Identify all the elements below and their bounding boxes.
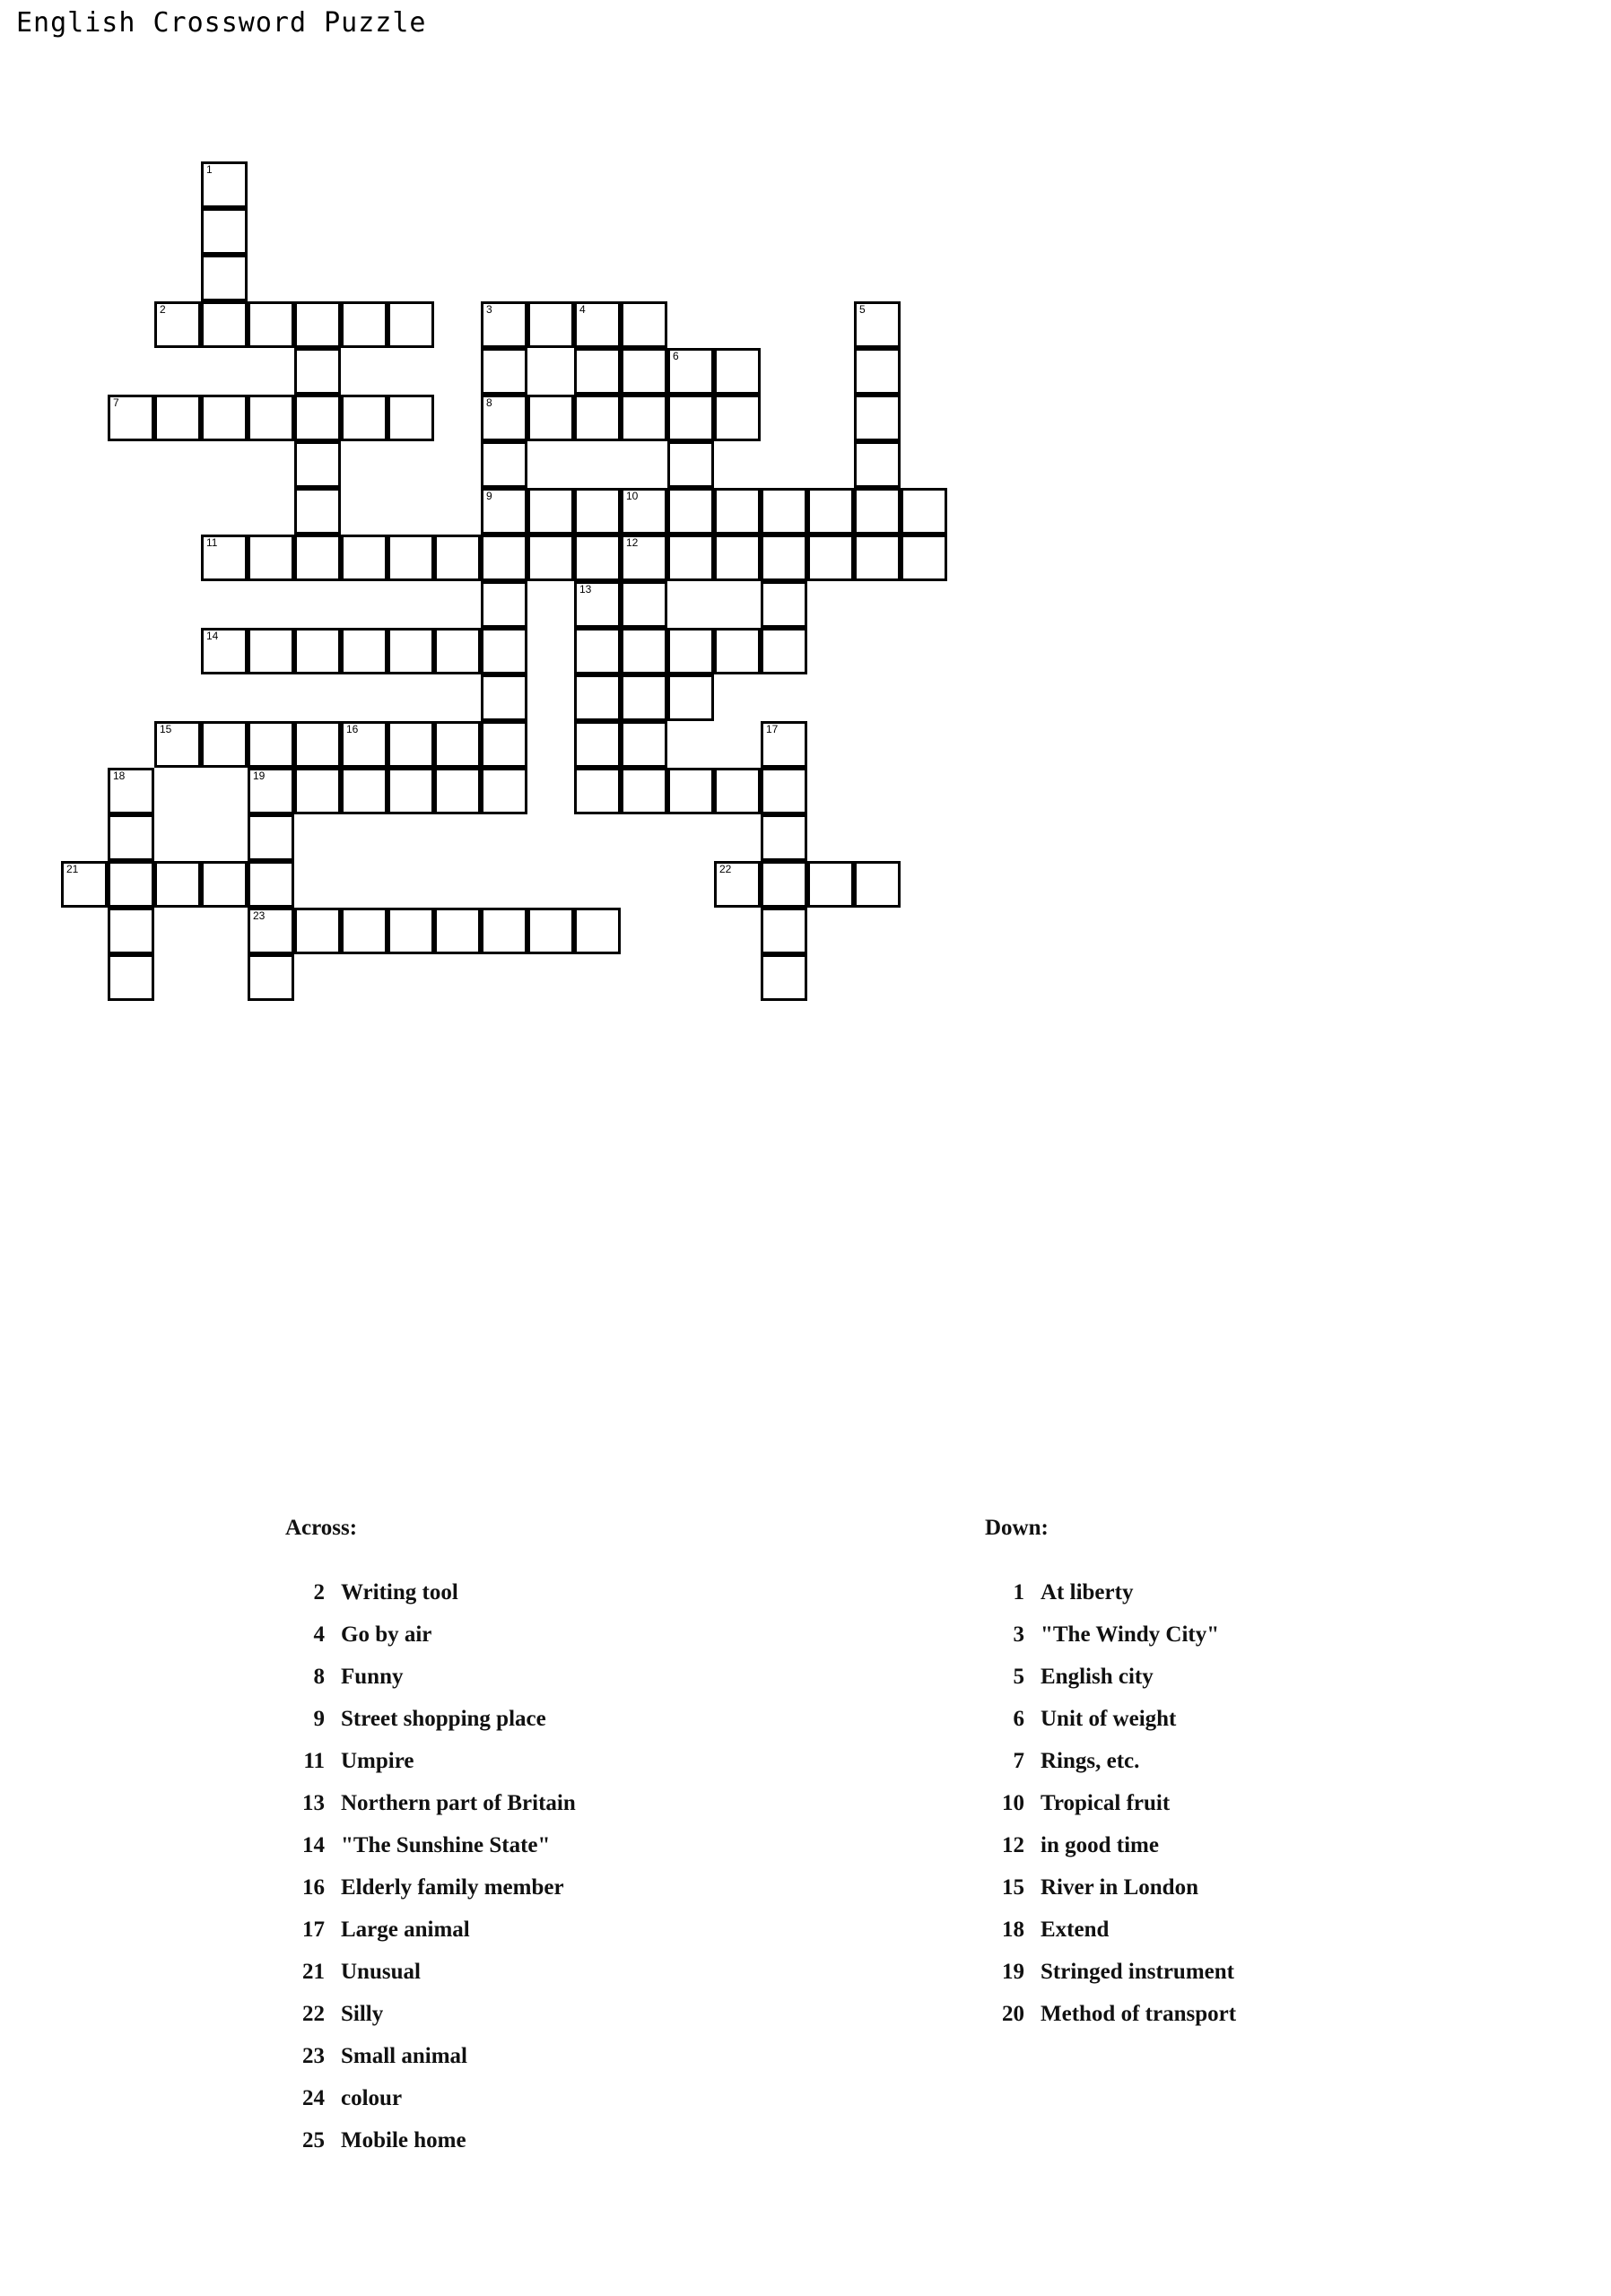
grid-cell[interactable] [201,208,248,255]
grid-cell[interactable] [574,348,621,395]
cell-number: 22 [719,863,732,875]
cell-number: 7 [113,396,119,409]
clue-text: Stringed instrument [1041,1960,1234,1984]
grid-cell[interactable] [341,768,388,814]
grid-cell[interactable] [481,535,527,581]
clue-number: 18 [1002,1918,1024,1942]
grid-cell[interactable] [341,721,388,768]
grid-cell[interactable] [341,628,388,674]
grid-cell[interactable] [621,395,667,441]
clue-number: 4 [313,1622,325,1647]
grid-cell[interactable] [714,628,761,674]
clue-number: 17 [302,1918,325,1942]
grid-cell[interactable] [388,628,434,674]
clue-item [985,1824,1541,1866]
grid-cell[interactable] [248,535,294,581]
grid-cell[interactable] [761,581,807,628]
clue-item [285,1571,841,1613]
clue-number: 1 [1013,1580,1024,1605]
clue-text: Tropical fruit [1041,1791,1171,1815]
grid-cell[interactable] [854,488,901,535]
grid-cell[interactable] [761,954,807,1001]
grid-cell[interactable] [761,908,807,954]
clue-number: 16 [302,1875,325,1900]
grid-cell[interactable] [201,395,248,441]
grid-cell[interactable] [294,535,341,581]
clue-item [985,1698,1541,1740]
clue-number: 8 [313,1665,325,1689]
grid-cell[interactable] [621,581,667,628]
grid-cell[interactable] [854,301,901,348]
grid-cell[interactable] [481,441,527,488]
grid-cell[interactable] [248,908,294,954]
clue-text: Elderly family member [341,1875,564,1900]
clue-number: 5 [1013,1665,1024,1689]
grid-cell[interactable] [621,674,667,721]
grid-cell[interactable] [714,348,761,395]
cell-number: 13 [579,583,592,596]
clue-number: 19 [1002,1960,1024,1984]
clue-item [985,1740,1541,1782]
clue-number: 23 [302,2044,325,2068]
grid-cell[interactable] [201,628,248,674]
clue-item [285,1698,841,1740]
grid-cell[interactable] [294,908,341,954]
grid-cell[interactable] [481,674,527,721]
grid-cell[interactable] [248,395,294,441]
clue-text: Funny [341,1665,404,1689]
grid-cell[interactable] [574,628,621,674]
clue-item [285,1656,841,1698]
grid-cell[interactable] [621,628,667,674]
grid-cell[interactable] [761,628,807,674]
grid-cell[interactable] [248,301,294,348]
grid-cell[interactable] [574,908,621,954]
cell-number: 14 [206,630,219,642]
grid-cell[interactable] [714,535,761,581]
grid-cell[interactable] [388,535,434,581]
cell-number: 8 [486,396,492,409]
clue-number: 11 [303,1749,325,1773]
clue-text: Large animal [341,1918,470,1942]
clue-text: Rings, etc. [1041,1749,1140,1773]
grid-cell[interactable] [807,535,854,581]
clue-number: 21 [302,1960,325,1984]
grid-cell[interactable] [901,488,947,535]
grid-cell[interactable] [854,395,901,441]
grid-cell[interactable] [527,908,574,954]
grid-cell[interactable] [388,395,434,441]
clue-item [985,1782,1541,1824]
grid-cell[interactable] [761,721,807,768]
grid-cell[interactable] [294,301,341,348]
grid-cell[interactable] [248,814,294,861]
clue-number: 7 [1013,1749,1024,1773]
clue-item [985,1613,1541,1656]
clue-item [285,1613,841,1656]
clue-item [985,1866,1541,1909]
clue-text: Method of transport [1041,2002,1237,2026]
clue-item [985,1571,1541,1613]
clue-text: "The Windy City" [1041,1622,1220,1647]
clue-number: 20 [1002,2002,1024,2026]
grid-cell[interactable] [108,395,154,441]
grid-cell[interactable] [621,488,667,535]
clue-text: Silly [341,2002,384,2026]
grid-cell[interactable] [621,535,667,581]
clue-text: colour [341,2086,403,2110]
grid-cell[interactable] [667,628,714,674]
grid-cell[interactable] [248,954,294,1001]
grid-cell[interactable] [108,908,154,954]
grid-cell[interactable] [667,348,714,395]
clue-text: Northern part of Britain [341,1791,576,1815]
grid-cell[interactable] [807,861,854,908]
grid-cell[interactable] [761,488,807,535]
grid-cell[interactable] [434,768,481,814]
grid-cell[interactable] [341,301,388,348]
grid-cell[interactable] [527,535,574,581]
grid-cell[interactable] [621,721,667,768]
grid-cell[interactable] [574,581,621,628]
grid-cell[interactable] [294,348,341,395]
clue-item [285,2035,841,2077]
grid-cell[interactable] [667,395,714,441]
grid-cell[interactable] [154,395,201,441]
clue-text: Writing tool [341,1580,458,1605]
cell-number: 21 [66,863,79,875]
cell-number: 12 [626,536,639,549]
clue-number: 12 [1002,1833,1024,1857]
cell-number: 2 [160,303,166,316]
grid-cell[interactable] [434,721,481,768]
grid-cell[interactable] [108,768,154,814]
clue-text: River in London [1041,1875,1198,1900]
grid-cell[interactable] [761,535,807,581]
across-clue-list [285,1571,841,2161]
grid-cell[interactable] [527,395,574,441]
clue-item [285,1782,841,1824]
grid-cell[interactable] [667,441,714,488]
grid-cell[interactable] [527,488,574,535]
grid-cell[interactable] [434,908,481,954]
grid-cell[interactable] [714,861,761,908]
grid-cell[interactable] [481,488,527,535]
clue-text: Unusual [341,1960,421,1984]
clue-text: Umpire [341,1749,414,1773]
grid-cell[interactable] [574,395,621,441]
grid-cell[interactable] [667,768,714,814]
clue-item [285,1909,841,1951]
grid-cell[interactable] [201,161,248,208]
clue-text: At liberty [1041,1580,1134,1605]
grid-cell[interactable] [294,441,341,488]
grid-cell[interactable] [201,721,248,768]
grid-cell[interactable] [294,721,341,768]
clue-text: Extend [1041,1918,1110,1942]
grid-cell[interactable] [201,301,248,348]
grid-cell[interactable] [108,861,154,908]
grid-cell[interactable] [481,395,527,441]
clue-text: English city [1041,1665,1154,1689]
grid-cell[interactable] [901,535,947,581]
grid-cell[interactable] [481,348,527,395]
grid-cell[interactable] [574,674,621,721]
cell-number: 18 [113,770,126,782]
grid-cell[interactable] [621,768,667,814]
cell-number: 9 [486,490,492,502]
clue-text: Street shopping place [341,1707,546,1731]
grid-cell[interactable] [761,861,807,908]
grid-cell[interactable] [108,954,154,1001]
clue-text: Small animal [341,2044,467,2068]
clue-item [985,1909,1541,1951]
clue-number: 25 [302,2128,325,2152]
grid-cell[interactable] [714,488,761,535]
grid-cell[interactable] [574,488,621,535]
grid-cell[interactable] [574,535,621,581]
grid-cell[interactable] [61,861,108,908]
grid-cell[interactable] [201,255,248,301]
clue-item [285,1866,841,1909]
clue-number: 10 [1002,1791,1024,1815]
clue-number: 2 [313,1580,325,1605]
grid-cell[interactable] [854,861,901,908]
clue-number: 24 [302,2086,325,2110]
grid-cell[interactable] [388,721,434,768]
grid-cell[interactable] [714,395,761,441]
grid-cell[interactable] [854,535,901,581]
clue-number: 13 [302,1791,325,1815]
grid-cell[interactable] [201,535,248,581]
grid-cell[interactable] [154,861,201,908]
clue-item [285,2119,841,2161]
grid-cell[interactable] [248,628,294,674]
clue-item [285,2077,841,2119]
grid-cell[interactable] [574,301,621,348]
down-heading: Down: [985,1516,1049,1540]
clue-number: 3 [1013,1622,1024,1647]
cell-number: 19 [253,770,266,782]
grid-cell[interactable] [294,768,341,814]
down-clues-column [985,1516,1541,2035]
clue-item [985,1951,1541,1993]
clue-item [985,1993,1541,2035]
cell-number: 1 [206,163,213,176]
grid-cell[interactable] [341,535,388,581]
clue-number: 14 [302,1833,325,1857]
grid-cell[interactable] [481,908,527,954]
clue-text: Unit of weight [1041,1707,1177,1731]
cell-number: 11 [206,536,218,549]
grid-cell[interactable] [481,721,527,768]
clue-text: Go by air [341,1622,432,1647]
clue-item [285,1740,841,1782]
grid-cell[interactable] [714,768,761,814]
grid-cell[interactable] [481,301,527,348]
grid-cell[interactable] [574,721,621,768]
grid-cell[interactable] [434,535,481,581]
clue-item [285,1951,841,1993]
grid-cell[interactable] [248,861,294,908]
down-clue-list [985,1571,1541,2035]
cell-number: 6 [673,350,679,362]
grid-cell[interactable] [388,301,434,348]
grid-cell[interactable] [341,395,388,441]
across-heading: Across: [285,1516,358,1540]
grid-cell[interactable] [667,535,714,581]
grid-cell[interactable] [621,301,667,348]
page-title: English Crossword Puzzle [16,7,427,39]
crossword-grid [0,161,1611,1471]
grid-cell[interactable] [667,674,714,721]
grid-cell[interactable] [481,628,527,674]
grid-cell[interactable] [108,814,154,861]
grid-cell[interactable] [807,488,854,535]
clue-number: 22 [302,2002,325,2026]
grid-cell[interactable] [761,768,807,814]
grid-cell[interactable] [294,395,341,441]
clue-text: Mobile home [341,2128,466,2152]
grid-cell[interactable] [154,721,201,768]
clue-item [285,1993,841,2035]
across-clues-column [285,1516,841,2161]
cell-number: 17 [766,723,779,735]
cell-number: 10 [626,490,639,502]
grid-cell[interactable] [341,908,388,954]
grid-cell[interactable] [388,908,434,954]
grid-cell[interactable] [761,814,807,861]
clue-number: 9 [313,1707,325,1731]
grid-cell[interactable] [621,348,667,395]
cell-number: 23 [253,909,266,922]
clue-text: in good time [1041,1833,1159,1857]
grid-cell[interactable] [248,721,294,768]
grid-cell[interactable] [388,768,434,814]
grid-cell[interactable] [574,768,621,814]
grid-cell[interactable] [854,348,901,395]
grid-cell[interactable] [294,628,341,674]
grid-cell[interactable] [434,628,481,674]
clue-number: 6 [1013,1707,1024,1731]
grid-cell[interactable] [667,488,714,535]
grid-cell[interactable] [154,301,201,348]
clue-item [985,1656,1541,1698]
cell-number: 4 [579,303,586,316]
cell-number: 15 [160,723,172,735]
grid-cell[interactable] [294,488,341,535]
cell-number: 16 [346,723,359,735]
cell-number: 5 [859,303,866,316]
grid-cell[interactable] [481,768,527,814]
grid-cell[interactable] [248,768,294,814]
clue-item [285,1824,841,1866]
cell-number: 3 [486,303,492,316]
grid-cell[interactable] [527,301,574,348]
grid-cell[interactable] [201,861,248,908]
clue-number: 15 [1002,1875,1024,1900]
clue-text: "The Sunshine State" [341,1833,551,1857]
grid-cell[interactable] [854,441,901,488]
grid-cell[interactable] [481,581,527,628]
